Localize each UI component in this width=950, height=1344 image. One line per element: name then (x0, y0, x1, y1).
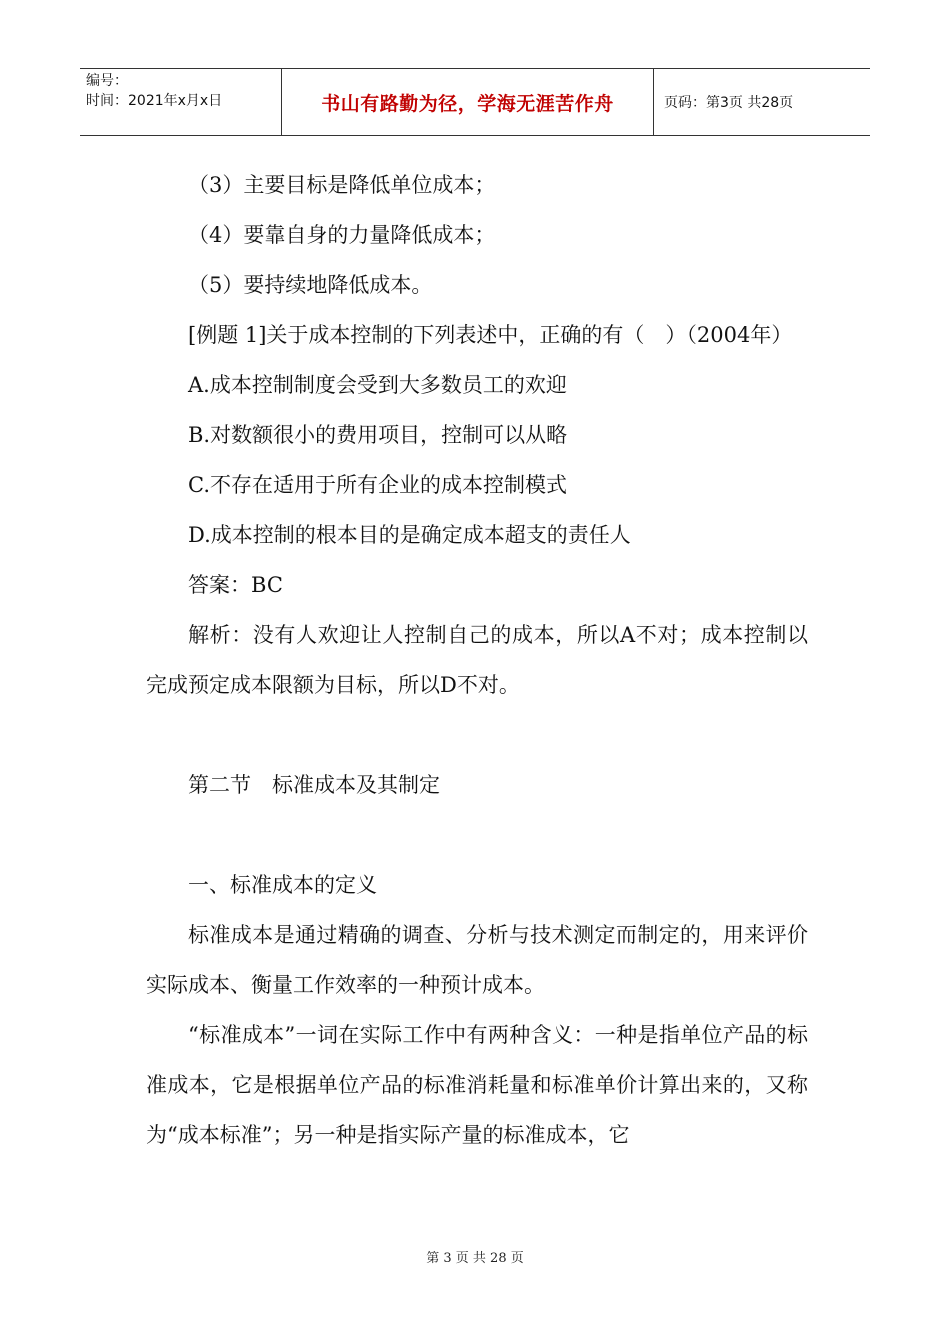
meaning-paragraph: “标准成本”一词在实际工作中有两种含义：一种是指单位产品的标准成本，它是根据单位产品的标准消耗量和标准单价计算出来的，又称为“成本标准”；另一种是指实际产量的标准成本，它 (146, 1023, 808, 1147)
document-header (80, 68, 870, 136)
section-title: 第二节 标准成本及其制定 (188, 773, 440, 797)
list-item: （3）主要目标是降低单位成本； (188, 173, 496, 197)
example-question: [例题 1]关于成本控制的下列表述中，正确的有（ ）（2004年） (188, 323, 793, 347)
spacer (146, 810, 808, 860)
option-b: B.对数额很小的费用项目，控制可以从略 (188, 423, 568, 447)
option-c: C.不存在适用于所有企业的成本控制模式 (188, 473, 567, 497)
list-item: （4）要靠自身的力量降低成本； (188, 223, 496, 247)
header-meta-cell (80, 69, 282, 135)
spacer (146, 710, 808, 760)
header-motto-cell (282, 69, 654, 135)
option-a: A.成本控制制度会受到大多数员工的欢迎 (188, 373, 567, 397)
motto-text: 书山有路勤为径，学海无涯苦作舟 (321, 92, 614, 115)
definition-paragraph: 标准成本是通过精确的调查、分析与技术测定而制定的，用来评价实际成本、衡量工作效率的一种预计成本。 (146, 923, 808, 997)
document-body (146, 160, 808, 1160)
option-d: D.成本控制的根本目的是确定成本超支的责任人 (188, 523, 631, 547)
answer-text: 答案：BC (188, 573, 283, 597)
header-page-cell (654, 69, 870, 135)
time-label: 时间：2021年x月x日 (86, 93, 223, 109)
subsection-title: 一、标准成本的定义 (188, 873, 377, 897)
page-footer: 第 3 页 共 28 页 (426, 1251, 524, 1266)
list-item: （5）要持续地降低成本。 (188, 273, 433, 297)
serial-label: 编号： (86, 73, 128, 89)
analysis-text: 解析：没有人欢迎让人控制自己的成本，所以A不对；成本控制以完成预定成本限额为目标，所以D不对。 (146, 623, 808, 697)
page-info: 页码：第3页 共28页 (664, 95, 794, 111)
